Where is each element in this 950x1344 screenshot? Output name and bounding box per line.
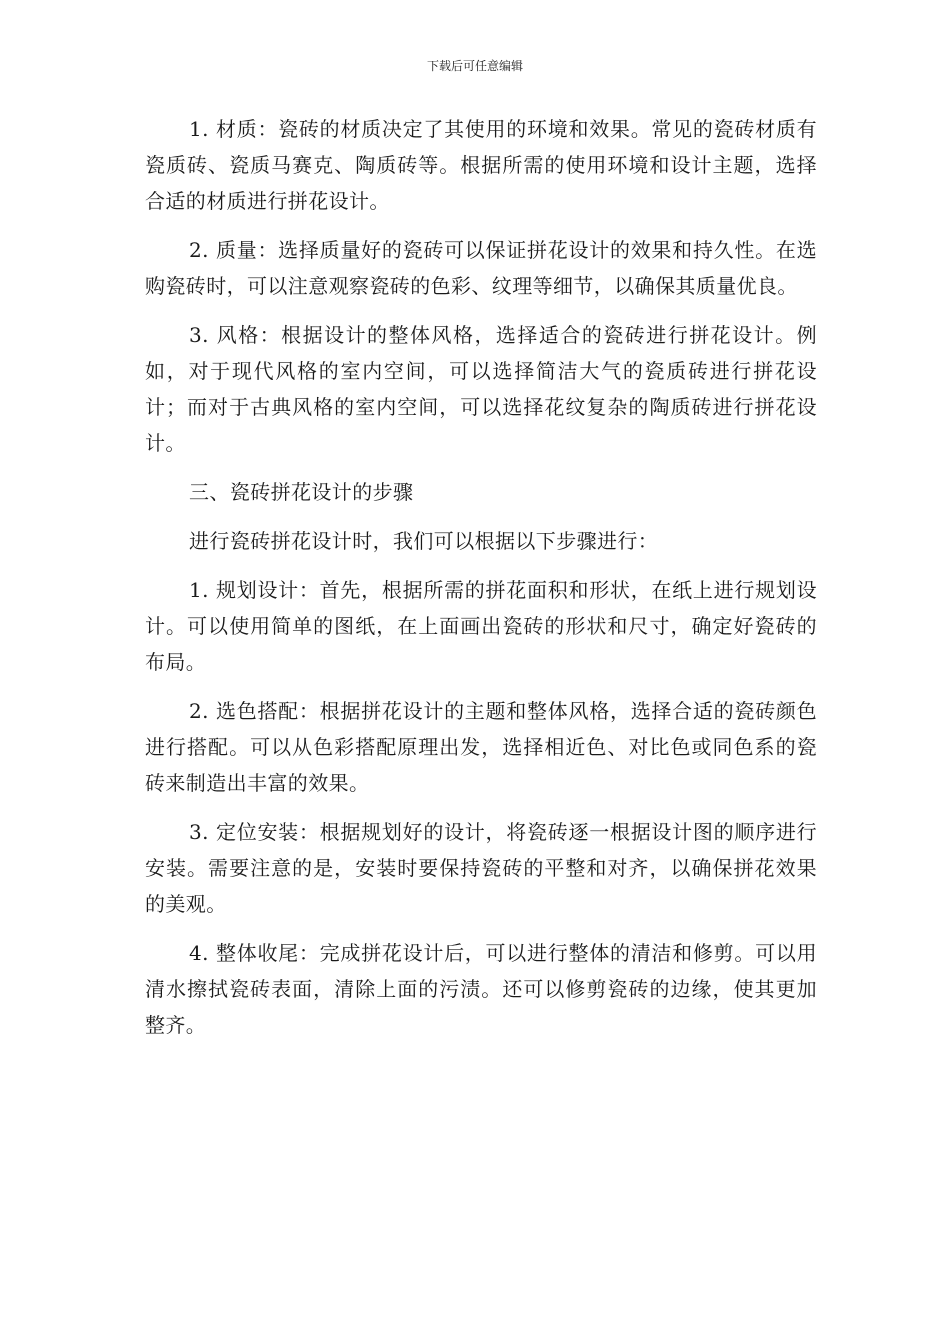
paragraph-step-planning: 1. 规划设计：首先，根据所需的拼花面积和形状，在纸上进行规划设计。可以使用简单的图纸，在上面画出瓷砖的形状和尺寸，确定好瓷砖的布局。 [145, 578, 817, 674]
paragraph-step-install: 3. 定位安装：根据规划好的设计，将瓷砖逐一根据设计图的顺序进行安装。需要注意的是，安装时要保持瓷砖的平整和对齐，以确保拼花效果的美观。 [145, 820, 817, 916]
paragraph-step-color: 2. 选色搭配：根据拼花设计的主题和整体风格，选择合适的瓷砖颜色进行搭配。可以从色彩搭配原理出发，选择相近色、对比色或同色系的瓷砖来制造出丰富的效果。 [145, 699, 817, 795]
document-body [145, 111, 817, 1056]
page-header: 下载后可任意编辑 [426, 59, 523, 73]
paragraph-step-finish: 4. 整体收尾：完成拼花设计后，可以进行整体的清洁和修剪。可以用清水擦拭瓷砖表面，清除上面的污渍。还可以修剪瓷砖的边缘，使其更加整齐。 [145, 941, 817, 1037]
paragraph-material: 1. 材质：瓷砖的材质决定了其使用的环境和效果。常见的瓷砖材质有瓷质砖、瓷质马赛克、陶质砖等。根据所需的使用环境和设计主题，选择合适的材质进行拼花设计。 [145, 117, 817, 213]
paragraph-style: 3. 风格：根据设计的整体风格，选择适合的瓷砖进行拼花设计。例如，对于现代风格的室内空间，可以选择简洁大气的瓷质砖进行拼花设计；而对于古典风格的室内空间，可以选择花纹复杂的陶质砖进行拼花设计。 [145, 323, 817, 455]
paragraph-quality: 2. 质量：选择质量好的瓷砖可以保证拼花设计的效果和持久性。在选购瓷砖时，可以注意观察瓷砖的色彩、纹理等细节，以确保其质量优良。 [145, 238, 817, 298]
paragraph-steps-intro: 进行瓷砖拼花设计时，我们可以根据以下步骤进行： [189, 529, 659, 553]
section-heading-steps: 三、瓷砖拼花设计的步骤 [189, 480, 414, 504]
